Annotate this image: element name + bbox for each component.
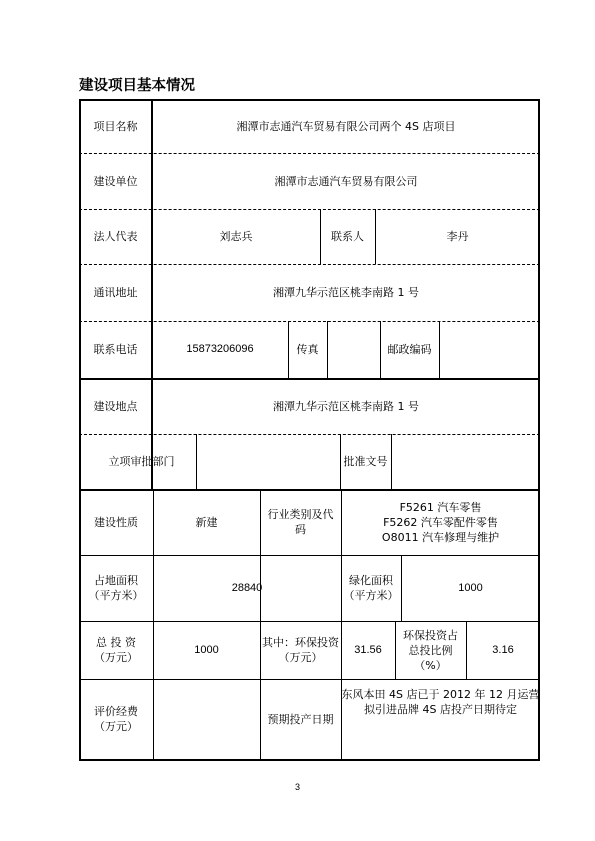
address-value: 湘潭九华示范区桃李南路 1 号 bbox=[273, 286, 419, 299]
env-ratio-value: 3.16 bbox=[492, 643, 514, 656]
env-ratio-label-line: 总投比例 bbox=[408, 643, 453, 657]
site-label: 建设地点 bbox=[93, 399, 138, 413]
land-area-label-line: 占地面积 bbox=[94, 574, 138, 587]
site-value: 湘潭九华示范区桃李南路 1 号 bbox=[273, 399, 419, 413]
contact-label: 联系人 bbox=[331, 230, 364, 243]
phone-label: 联系电话 bbox=[93, 343, 138, 356]
production-date-line: 拟引进品牌 4S 店投产日期待定 bbox=[364, 703, 517, 716]
industry-code-line: F5262 汽车零配件零售 bbox=[383, 515, 498, 529]
nature-value: 新建 bbox=[195, 515, 218, 529]
env-investment-label-line: 其中：环保投资 bbox=[262, 636, 339, 649]
production-date-label: 预期投产日期 bbox=[267, 712, 334, 726]
postal-code-value bbox=[439, 321, 540, 378]
address-label: 通讯地址 bbox=[93, 286, 138, 299]
contact-value: 李丹 bbox=[446, 230, 469, 243]
land-area-value: 28840 bbox=[231, 581, 263, 594]
land-area-label-unit: （平方米） bbox=[88, 589, 144, 602]
land-area-label bbox=[79, 555, 153, 621]
env-investment-value: 31.56 bbox=[354, 643, 382, 656]
project-name-label: 项目名称 bbox=[93, 120, 138, 133]
env-ratio-label-unit: （%） bbox=[414, 658, 447, 672]
total-investment-label-unit: （万元） bbox=[94, 651, 138, 664]
industry-label: 行业类别及代码 bbox=[267, 508, 334, 536]
green-area-label-unit: （平方米） bbox=[343, 589, 399, 602]
total-investment-label bbox=[79, 621, 153, 679]
assessment-fee-label-line: 评价经费 bbox=[94, 705, 138, 718]
nature-label: 建设性质 bbox=[94, 515, 138, 529]
fax-value bbox=[327, 321, 380, 378]
total-investment-label-line: 总 投 资 bbox=[96, 636, 136, 649]
table-border-bottom bbox=[79, 759, 540, 761]
approval-doc-label: 批准文号 bbox=[343, 455, 388, 468]
production-date-line: 东风本田 4S 店已于 2012 年 12 月运营 bbox=[341, 688, 540, 701]
assessment-fee-value bbox=[153, 679, 260, 759]
section-title: 建设项目基本情况 bbox=[79, 78, 195, 94]
approval-doc-value bbox=[391, 434, 540, 489]
project-info-table bbox=[79, 99, 538, 761]
phone-value: 15873206096 bbox=[186, 343, 254, 355]
industry-code-line: F5261 汽车零售 bbox=[399, 500, 482, 514]
production-date-value bbox=[341, 679, 540, 759]
green-area-label-line: 绿化面积 bbox=[349, 574, 393, 587]
green-area-value: 1000 bbox=[458, 581, 483, 594]
construction-unit-label: 建设单位 bbox=[93, 175, 138, 188]
env-ratio-label bbox=[395, 621, 466, 679]
legal-rep-value: 刘志兵 bbox=[219, 230, 253, 243]
approval-dept-value bbox=[196, 434, 340, 489]
industry-code-line: O8011 汽车修理与维护 bbox=[381, 530, 500, 544]
assessment-fee-label bbox=[79, 679, 153, 759]
fax-label: 传真 bbox=[296, 343, 319, 356]
postal-code-label: 邮政编码 bbox=[387, 343, 432, 356]
industry-codes bbox=[341, 489, 540, 555]
env-investment-label bbox=[260, 621, 341, 679]
env-ratio-label-line: 环保投资占 bbox=[403, 628, 458, 642]
total-investment-value: 1000 bbox=[194, 643, 219, 656]
approval-dept-label: 立项审批部门 bbox=[108, 455, 175, 468]
assessment-fee-label-unit: （万元） bbox=[94, 720, 138, 733]
env-investment-label-unit: （万元） bbox=[278, 651, 323, 664]
construction-unit-value: 湘潭市志通汽车贸易有限公司 bbox=[274, 175, 418, 188]
project-name-value: 湘潭市志通汽车贸易有限公司两个 4S 店项目 bbox=[236, 120, 456, 133]
page-number: 3 bbox=[294, 782, 300, 792]
green-area-label bbox=[341, 555, 401, 621]
legal-rep-label: 法人代表 bbox=[93, 230, 138, 243]
